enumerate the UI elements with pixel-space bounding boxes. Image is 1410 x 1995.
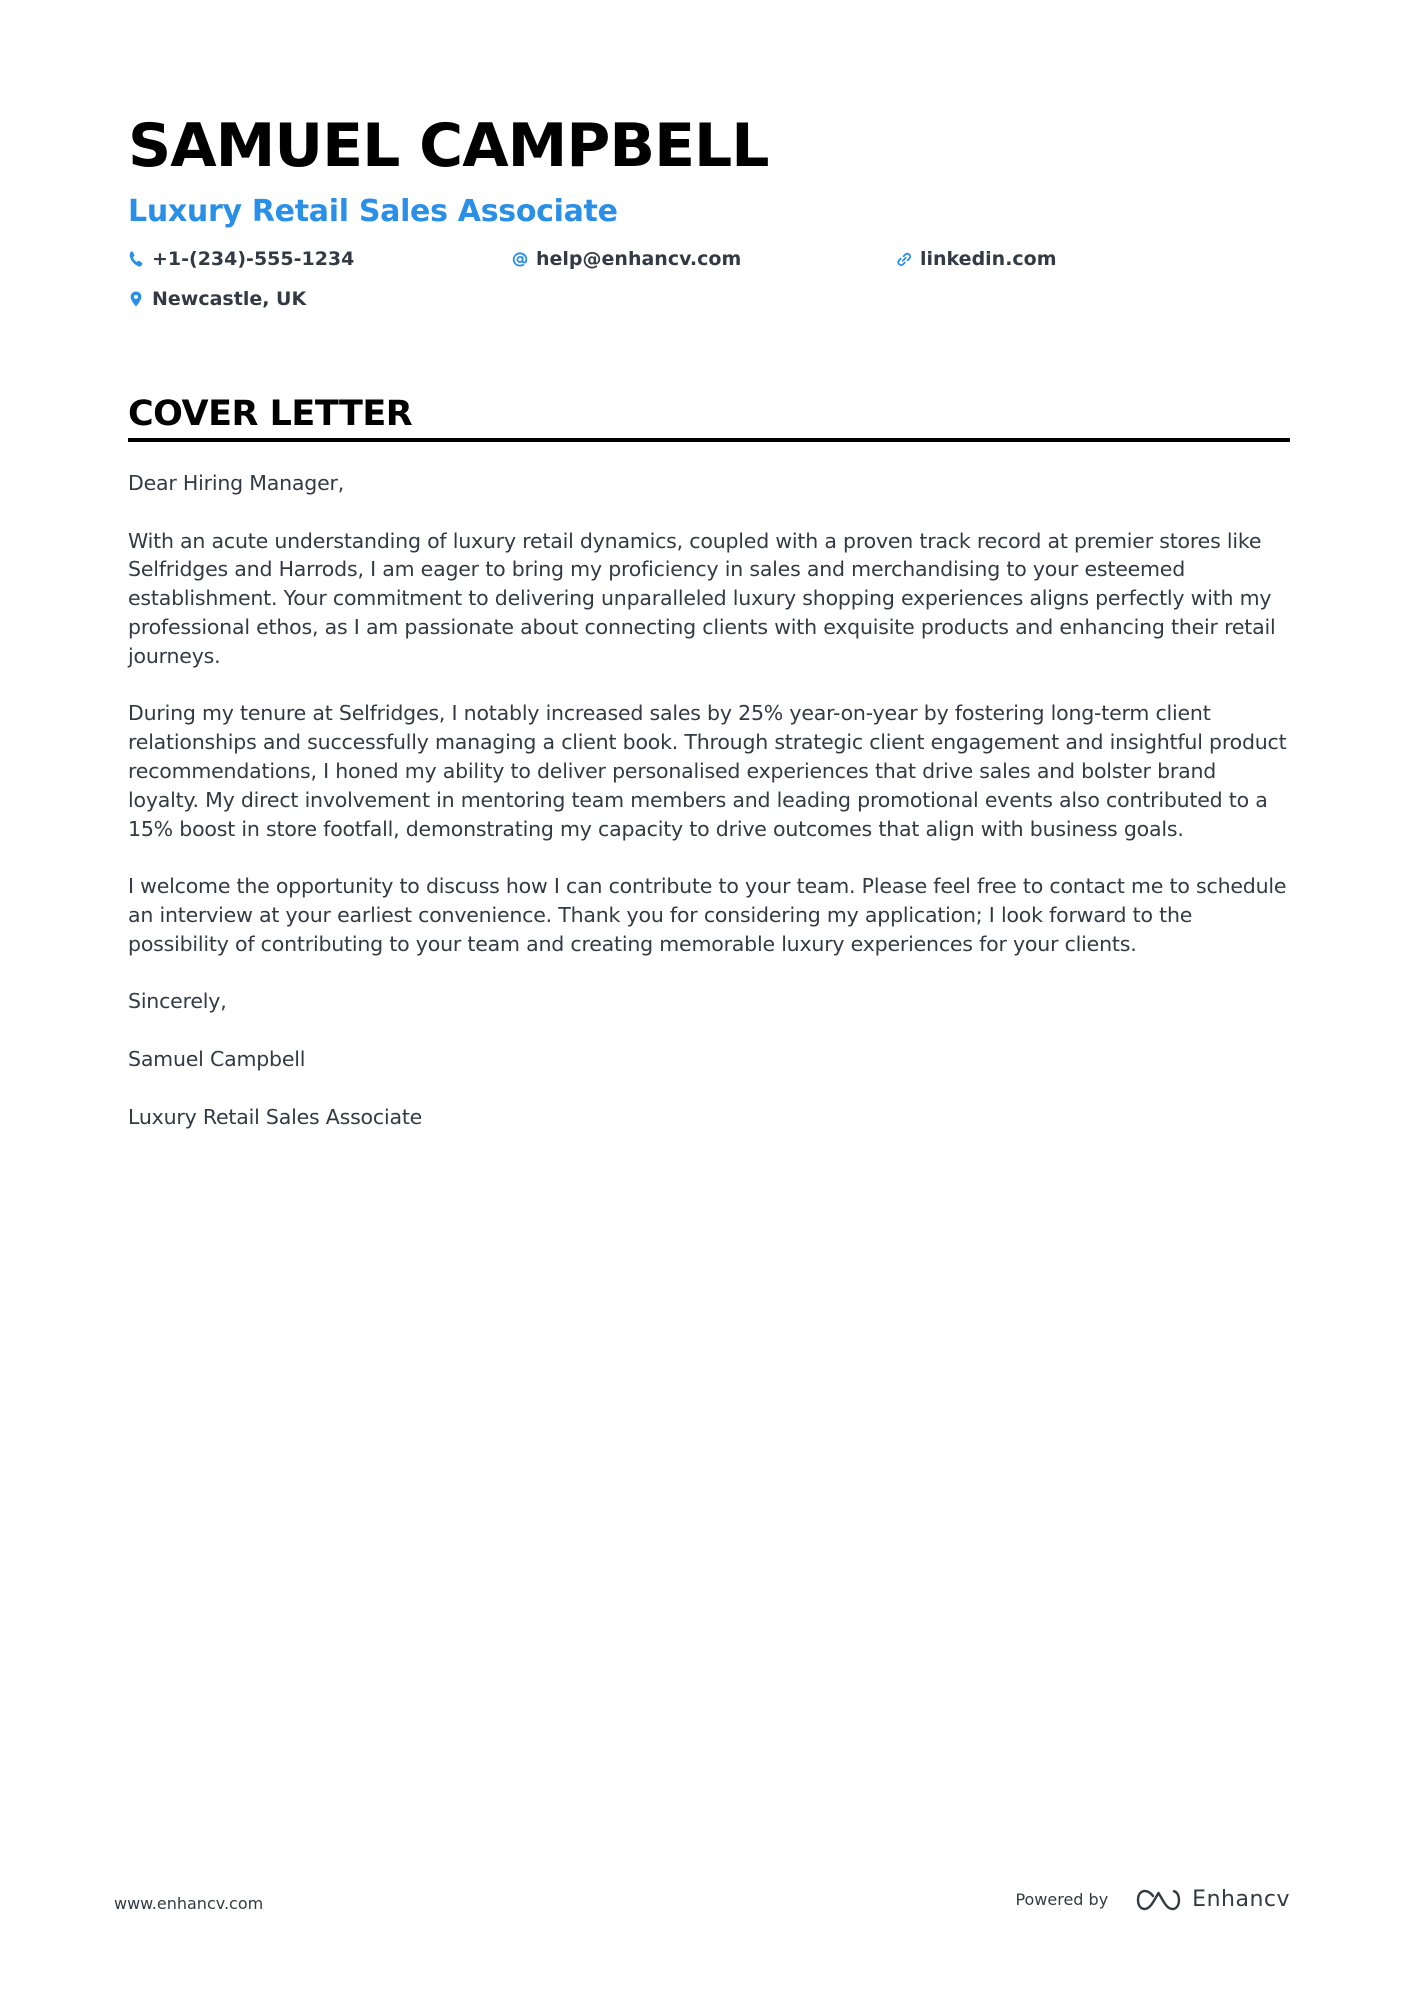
linkedin-text: linkedin.com	[920, 248, 1057, 270]
contact-email[interactable]	[512, 246, 741, 272]
brand-logo	[1136, 1886, 1290, 1914]
at-icon	[512, 250, 528, 268]
salutation: Dear Hiring Manager,	[128, 471, 345, 495]
contact-phone[interactable]	[128, 246, 354, 272]
footer-url[interactable]: www.enhancv.com	[114, 1894, 264, 1913]
phone-icon	[128, 250, 144, 268]
paragraph: During my tenure at Selfridges, I notably increased sales by 25% year-on-year by fostering long-term client relationships and successfully managing a client book. Through strategic client engagement and insightful product recommendations, I honed my ability to deliver personalised experiences that drive sales and bolster brand loyalty. My direct involvement in mentoring team members and leading promotional events also contributed to a 15% boost in store footfall, demonstrating my capacity to drive outcomes that align with business goals.	[128, 701, 1287, 841]
closing: Sincerely,	[128, 989, 227, 1014]
link-icon	[896, 250, 912, 268]
paragraph: With an acute understanding of luxury retail dynamics, coupled with a proven track record at premier stores like Selfridges and Harrods, I am eager to bring my proficiency in sales and merchandising to your esteemed establishment. Your commitment to delivering unparalleled luxury shopping experiences aligns perfectly with my professional ethos, as I am passionate about connecting clients with exquisite products and enhancing their retail journeys.	[128, 528, 1276, 668]
location-pin-icon	[128, 290, 144, 308]
signature-title: Luxury Retail Sales Associate	[128, 1104, 423, 1129]
applicant-role: Luxury Retail Sales Associate	[128, 194, 618, 229]
signature-name: Samuel Campbell	[128, 1046, 306, 1071]
powered-by-text: Powered by	[1015, 1890, 1109, 1909]
phone-text: +1-(234)-555-1234	[152, 248, 355, 270]
contact-linkedin[interactable]	[896, 246, 1057, 272]
location-text: Newcastle, UK	[152, 288, 307, 310]
section-divider	[128, 438, 1290, 442]
letter-body	[128, 469, 1290, 1160]
powered-by[interactable]	[1015, 1886, 1290, 1914]
enhancv-logo-icon	[1136, 1888, 1182, 1912]
contact-info	[128, 246, 1290, 326]
applicant-name: SAMUEL CAMPBELL	[128, 111, 769, 181]
header	[128, 110, 1290, 326]
section-title: COVER LETTER	[128, 394, 413, 434]
paragraph: I welcome the opportunity to discuss how I can contribute to your team. Please feel free to contact me to schedule an interview at your earliest convenience. Thank you for considering my application; I look forward to the possibility of contributing to your team and creating memorable luxury experiences for your clients.	[128, 874, 1287, 956]
brand-name: Enhancv	[1192, 1887, 1290, 1912]
contact-location	[128, 286, 306, 312]
email-text: help@enhancv.com	[536, 248, 742, 270]
